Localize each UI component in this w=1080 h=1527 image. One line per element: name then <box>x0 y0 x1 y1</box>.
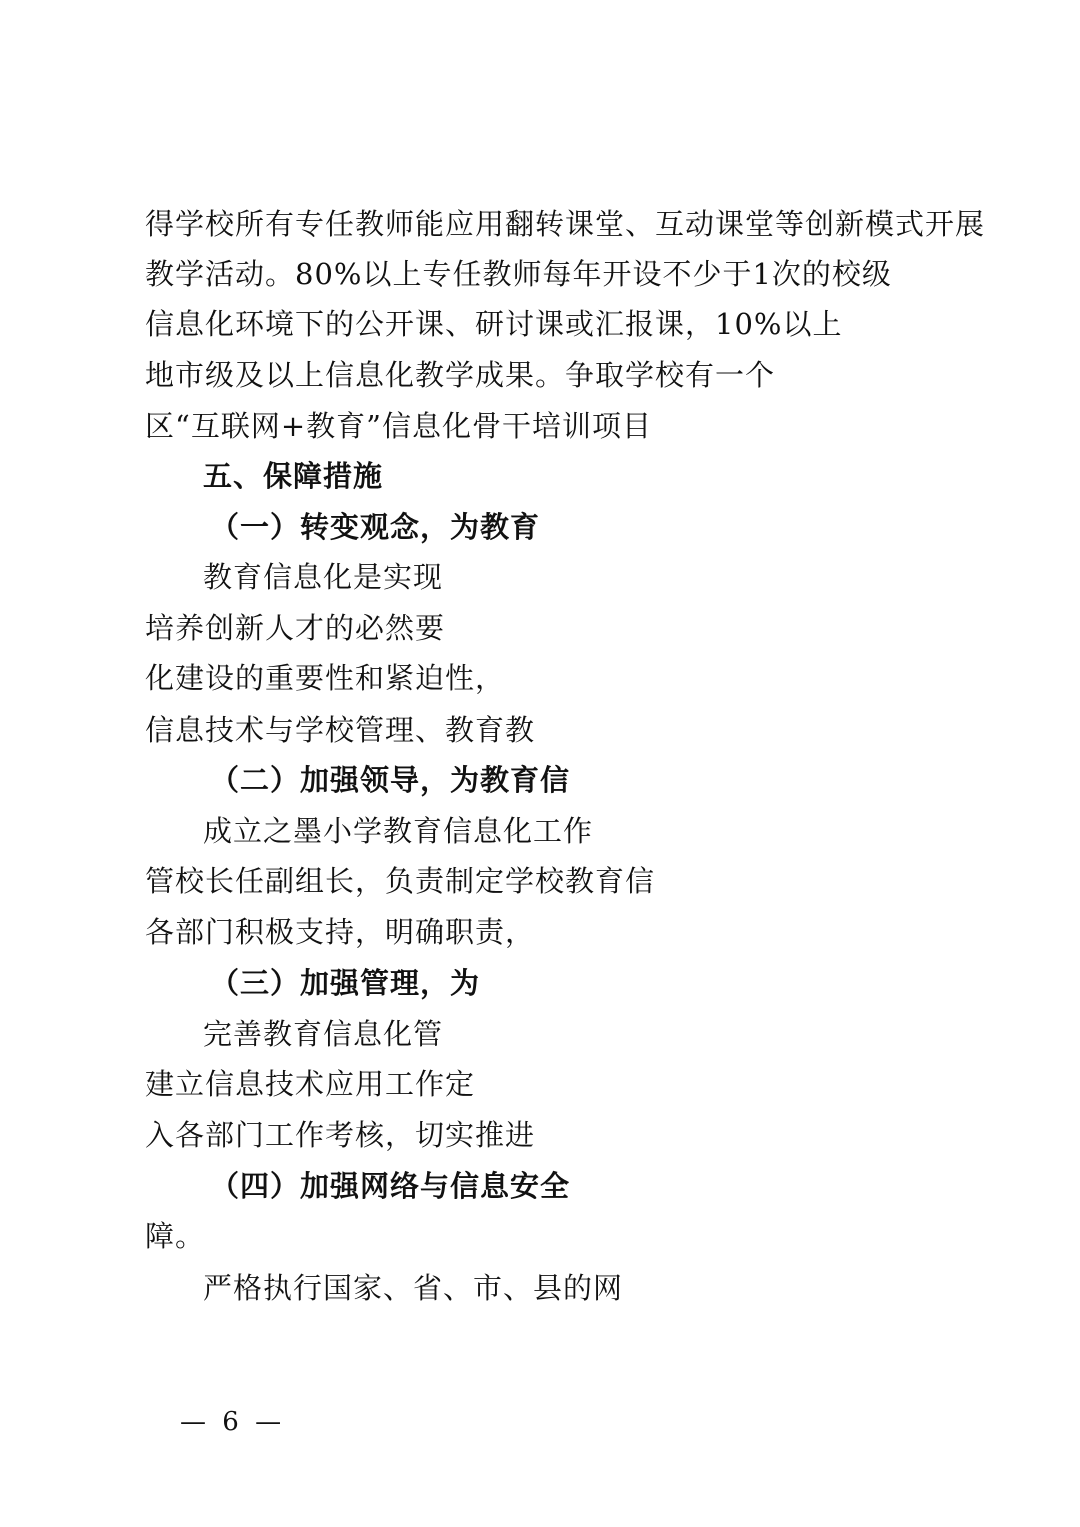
subsection-heading: （三）加强管理，为 <box>210 966 481 1000</box>
paragraph-line: 教学活动。80%以上专任教师每年开设不少于1次的校级 <box>145 257 892 291</box>
paragraph-line: 管校长任副组长，负责制定学校教育信 <box>145 864 656 898</box>
paragraph-line: 建立信息技术应用工作定 <box>145 1067 476 1101</box>
paragraph-line: 培养创新人才的必然要 <box>145 611 446 645</box>
paragraph-line: 成立之墨小学教育信息化工作 <box>203 814 594 848</box>
paragraph-line: 得学校所有专任教师能应用翻转课堂、互动课堂等创新模式开展 <box>145 207 986 241</box>
section-heading: 五、保障措施 <box>203 459 384 493</box>
page-number: — 6 — <box>180 1407 286 1437</box>
paragraph-line: 各部门积极支持，明确职责， <box>145 915 536 949</box>
subsection-heading: （一）转变观念，为教育 <box>210 510 541 544</box>
paragraph-line: 完善教育信息化管 <box>203 1017 444 1051</box>
subsection-heading: （二）加强领导，为教育信 <box>210 763 571 797</box>
subsection-heading: （四）加强网络与信息安全 <box>210 1169 571 1203</box>
paragraph-line: 地市级及以上信息化教学成果。争取学校有一个 <box>145 358 776 392</box>
paragraph-line: 障。 <box>145 1219 206 1253</box>
paragraph-line: 入各部门工作考核，切实推进 <box>145 1118 536 1152</box>
paragraph-line: 严格执行国家、省、市、县的网 <box>203 1271 624 1305</box>
paragraph-line: 化建设的重要性和紧迫性， <box>145 661 506 695</box>
paragraph-line: 教育信息化是实现 <box>203 560 444 594</box>
paragraph-line: 信息化环境下的公开课、研讨课或汇报课，10%以上 <box>145 307 843 341</box>
paragraph-line: 区“互联网+教育”信息化骨干培训项目 <box>145 409 652 443</box>
paragraph-line: 信息技术与学校管理、教育教 <box>145 713 536 747</box>
